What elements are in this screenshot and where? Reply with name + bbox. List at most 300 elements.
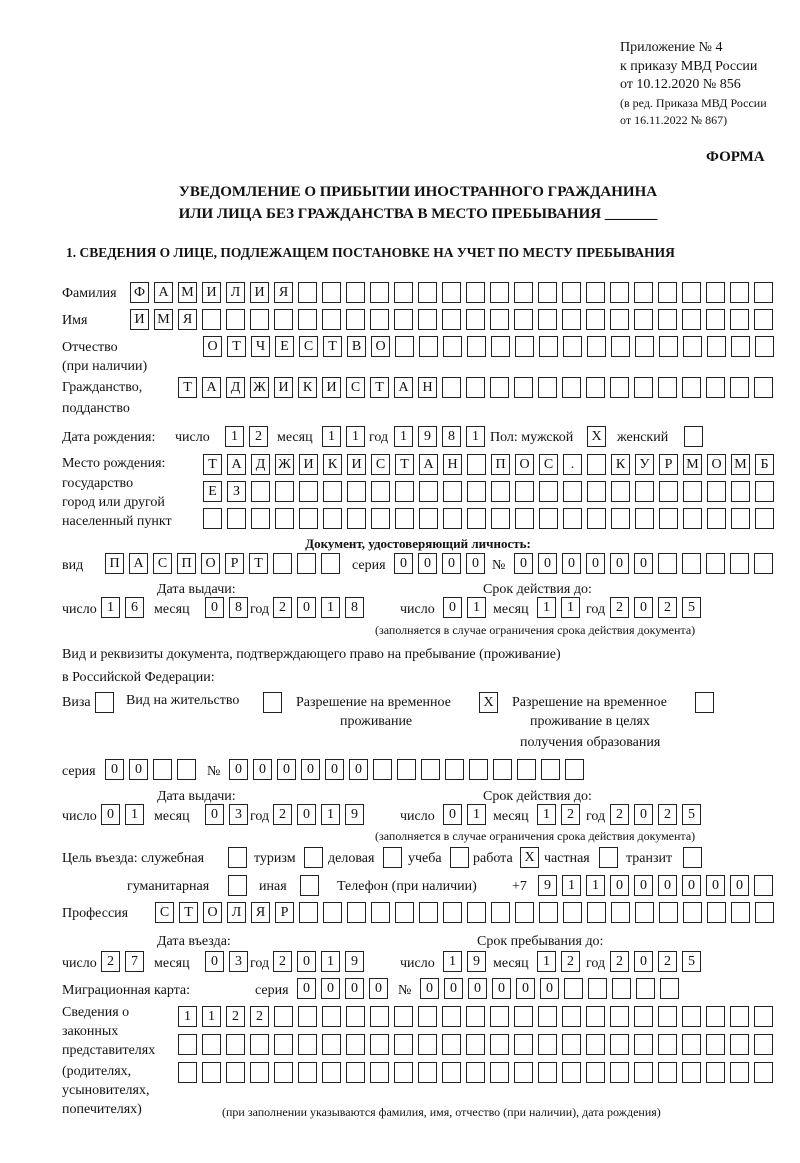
char-box[interactable] bbox=[419, 481, 438, 502]
char-box[interactable]: 1 bbox=[586, 875, 605, 896]
entry-day-field[interactable] bbox=[101, 951, 144, 972]
char-box[interactable] bbox=[395, 902, 414, 923]
char-box[interactable]: Н bbox=[443, 454, 462, 475]
char-box[interactable]: 0 bbox=[634, 875, 653, 896]
char-box[interactable] bbox=[274, 1034, 293, 1055]
char-box[interactable]: 1 bbox=[125, 804, 144, 825]
char-box[interactable]: 0 bbox=[730, 875, 749, 896]
char-box[interactable] bbox=[445, 759, 464, 780]
char-box[interactable] bbox=[515, 336, 534, 357]
entry-year-field[interactable] bbox=[273, 951, 364, 972]
char-box[interactable] bbox=[635, 336, 654, 357]
char-box[interactable] bbox=[442, 1034, 461, 1055]
char-box[interactable] bbox=[395, 336, 414, 357]
char-box[interactable] bbox=[683, 902, 702, 923]
char-box[interactable]: 2 bbox=[226, 1006, 245, 1027]
char-box[interactable] bbox=[322, 282, 341, 303]
female-checkbox[interactable] bbox=[684, 426, 703, 447]
char-box[interactable] bbox=[562, 1062, 581, 1083]
char-box[interactable] bbox=[373, 759, 392, 780]
char-box[interactable] bbox=[731, 481, 750, 502]
char-box[interactable] bbox=[466, 309, 485, 330]
char-box[interactable] bbox=[611, 481, 630, 502]
name-field[interactable] bbox=[130, 309, 773, 330]
char-box[interactable] bbox=[466, 1034, 485, 1055]
char-box[interactable] bbox=[394, 309, 413, 330]
char-box[interactable] bbox=[202, 309, 221, 330]
char-box[interactable]: 0 bbox=[101, 804, 120, 825]
char-box[interactable] bbox=[370, 1034, 389, 1055]
surname-field[interactable] bbox=[130, 282, 773, 303]
doc-number-field[interactable] bbox=[514, 553, 773, 574]
char-box[interactable]: 1 bbox=[346, 426, 365, 447]
char-box[interactable] bbox=[203, 508, 222, 529]
char-box[interactable]: 1 bbox=[537, 951, 556, 972]
char-box[interactable]: 2 bbox=[561, 804, 580, 825]
char-box[interactable] bbox=[539, 508, 558, 529]
char-box[interactable]: О bbox=[203, 336, 222, 357]
char-box[interactable]: 1 bbox=[202, 1006, 221, 1027]
char-box[interactable] bbox=[493, 759, 512, 780]
char-box[interactable]: 1 bbox=[178, 1006, 197, 1027]
char-box[interactable]: 5 bbox=[682, 597, 701, 618]
char-box[interactable]: 0 bbox=[105, 759, 124, 780]
char-box[interactable]: И bbox=[274, 377, 293, 398]
char-box[interactable]: Р bbox=[659, 454, 678, 475]
char-box[interactable]: С bbox=[371, 454, 390, 475]
char-box[interactable]: 0 bbox=[586, 553, 605, 574]
char-box[interactable] bbox=[322, 1006, 341, 1027]
purpose-business-checkbox[interactable] bbox=[383, 847, 402, 868]
char-box[interactable]: П bbox=[177, 553, 196, 574]
char-box[interactable]: 2 bbox=[658, 597, 677, 618]
char-box[interactable] bbox=[610, 1006, 629, 1027]
char-box[interactable] bbox=[273, 553, 292, 574]
char-box[interactable] bbox=[250, 1034, 269, 1055]
char-box[interactable] bbox=[635, 902, 654, 923]
char-box[interactable]: 0 bbox=[514, 553, 533, 574]
char-box[interactable]: 0 bbox=[634, 597, 653, 618]
char-box[interactable]: 0 bbox=[229, 759, 248, 780]
valid-day-field[interactable] bbox=[443, 597, 486, 618]
char-box[interactable] bbox=[346, 309, 365, 330]
char-box[interactable] bbox=[298, 282, 317, 303]
char-box[interactable]: А bbox=[129, 553, 148, 574]
char-box[interactable]: 9 bbox=[345, 804, 364, 825]
char-box[interactable] bbox=[321, 553, 340, 574]
residence-permit-checkbox[interactable] bbox=[263, 692, 282, 713]
char-box[interactable] bbox=[202, 1062, 221, 1083]
char-box[interactable] bbox=[370, 309, 389, 330]
char-box[interactable] bbox=[658, 1062, 677, 1083]
char-box[interactable] bbox=[754, 1034, 773, 1055]
char-box[interactable] bbox=[298, 1062, 317, 1083]
char-box[interactable] bbox=[419, 508, 438, 529]
char-box[interactable] bbox=[562, 1034, 581, 1055]
purpose-transit-checkbox[interactable] bbox=[683, 847, 702, 868]
char-box[interactable] bbox=[658, 377, 677, 398]
char-box[interactable]: 0 bbox=[297, 978, 316, 999]
char-box[interactable] bbox=[563, 336, 582, 357]
char-box[interactable]: Б bbox=[755, 454, 774, 475]
char-box[interactable]: 2 bbox=[658, 951, 677, 972]
char-box[interactable] bbox=[418, 309, 437, 330]
temp-residence-checkbox[interactable]: X bbox=[479, 692, 498, 713]
char-box[interactable] bbox=[418, 1062, 437, 1083]
valid-year-field[interactable] bbox=[610, 597, 701, 618]
char-box[interactable]: Д bbox=[226, 377, 245, 398]
char-box[interactable] bbox=[443, 336, 462, 357]
char-box[interactable] bbox=[730, 553, 749, 574]
char-box[interactable] bbox=[731, 336, 750, 357]
char-box[interactable] bbox=[562, 1006, 581, 1027]
char-box[interactable] bbox=[226, 1062, 245, 1083]
char-box[interactable] bbox=[706, 377, 725, 398]
char-box[interactable] bbox=[612, 978, 631, 999]
char-box[interactable] bbox=[491, 336, 510, 357]
char-box[interactable]: 1 bbox=[537, 597, 556, 618]
char-box[interactable] bbox=[370, 282, 389, 303]
char-box[interactable] bbox=[754, 282, 773, 303]
char-box[interactable]: 0 bbox=[205, 804, 224, 825]
char-box[interactable] bbox=[418, 1006, 437, 1027]
char-box[interactable]: 8 bbox=[229, 597, 248, 618]
char-box[interactable]: 2 bbox=[610, 804, 629, 825]
char-box[interactable]: 0 bbox=[297, 597, 316, 618]
char-box[interactable] bbox=[754, 553, 773, 574]
char-box[interactable]: 1 bbox=[443, 951, 462, 972]
char-box[interactable]: Ф bbox=[130, 282, 149, 303]
char-box[interactable]: Ж bbox=[250, 377, 269, 398]
char-box[interactable]: 0 bbox=[369, 978, 388, 999]
char-box[interactable]: 0 bbox=[466, 553, 485, 574]
char-box[interactable]: 2 bbox=[101, 951, 120, 972]
char-box[interactable]: 2 bbox=[273, 804, 292, 825]
char-box[interactable] bbox=[323, 481, 342, 502]
char-box[interactable]: 0 bbox=[538, 553, 557, 574]
char-box[interactable]: 1 bbox=[537, 804, 556, 825]
char-box[interactable]: 0 bbox=[658, 875, 677, 896]
char-box[interactable]: М bbox=[731, 454, 750, 475]
patronymic-field[interactable] bbox=[203, 336, 774, 357]
char-box[interactable] bbox=[610, 282, 629, 303]
char-box[interactable]: П bbox=[105, 553, 124, 574]
char-box[interactable] bbox=[418, 282, 437, 303]
char-box[interactable] bbox=[611, 508, 630, 529]
char-box[interactable] bbox=[274, 309, 293, 330]
char-box[interactable]: 0 bbox=[129, 759, 148, 780]
char-box[interactable] bbox=[659, 336, 678, 357]
profession-field[interactable] bbox=[155, 902, 774, 923]
char-box[interactable] bbox=[730, 377, 749, 398]
char-box[interactable] bbox=[371, 508, 390, 529]
char-box[interactable] bbox=[490, 1034, 509, 1055]
char-box[interactable]: 1 bbox=[561, 597, 580, 618]
char-box[interactable] bbox=[442, 377, 461, 398]
char-box[interactable] bbox=[730, 1062, 749, 1083]
char-box[interactable] bbox=[227, 508, 246, 529]
char-box[interactable]: 2 bbox=[273, 597, 292, 618]
char-box[interactable] bbox=[634, 377, 653, 398]
char-box[interactable] bbox=[587, 481, 606, 502]
char-box[interactable] bbox=[370, 1006, 389, 1027]
char-box[interactable]: И bbox=[299, 454, 318, 475]
char-box[interactable] bbox=[443, 902, 462, 923]
char-box[interactable]: 1 bbox=[322, 426, 341, 447]
pob-field-line2[interactable] bbox=[203, 481, 774, 502]
char-box[interactable]: 1 bbox=[562, 875, 581, 896]
char-box[interactable] bbox=[298, 1034, 317, 1055]
char-box[interactable] bbox=[754, 309, 773, 330]
char-box[interactable]: 0 bbox=[205, 597, 224, 618]
char-box[interactable] bbox=[226, 1034, 245, 1055]
char-box[interactable]: 0 bbox=[492, 978, 511, 999]
char-box[interactable] bbox=[515, 481, 534, 502]
purpose-tourism-checkbox[interactable] bbox=[304, 847, 323, 868]
char-box[interactable] bbox=[515, 508, 534, 529]
char-box[interactable]: З bbox=[227, 481, 246, 502]
char-box[interactable] bbox=[466, 377, 485, 398]
char-box[interactable] bbox=[706, 553, 725, 574]
char-box[interactable]: 5 bbox=[682, 951, 701, 972]
char-box[interactable] bbox=[706, 1034, 725, 1055]
char-box[interactable] bbox=[467, 902, 486, 923]
char-box[interactable]: Л bbox=[227, 902, 246, 923]
representatives-field-line1[interactable] bbox=[178, 1006, 773, 1027]
char-box[interactable] bbox=[658, 1006, 677, 1027]
char-box[interactable] bbox=[347, 481, 366, 502]
char-box[interactable]: М bbox=[178, 282, 197, 303]
mc-number-field[interactable] bbox=[420, 978, 679, 999]
char-box[interactable]: 5 bbox=[682, 804, 701, 825]
char-box[interactable]: 0 bbox=[297, 951, 316, 972]
char-box[interactable]: Ч bbox=[251, 336, 270, 357]
char-box[interactable]: С bbox=[346, 377, 365, 398]
char-box[interactable] bbox=[755, 481, 774, 502]
char-box[interactable]: 0 bbox=[682, 875, 701, 896]
char-box[interactable] bbox=[346, 1006, 365, 1027]
char-box[interactable]: 6 bbox=[125, 597, 144, 618]
mc-series-field[interactable] bbox=[297, 978, 388, 999]
dob-day-field[interactable] bbox=[225, 426, 268, 447]
char-box[interactable] bbox=[539, 902, 558, 923]
char-box[interactable] bbox=[394, 282, 413, 303]
char-box[interactable] bbox=[177, 759, 196, 780]
char-box[interactable]: 0 bbox=[301, 759, 320, 780]
char-box[interactable] bbox=[250, 1062, 269, 1083]
char-box[interactable] bbox=[683, 481, 702, 502]
char-box[interactable] bbox=[178, 1034, 197, 1055]
char-box[interactable]: А bbox=[202, 377, 221, 398]
char-box[interactable] bbox=[226, 309, 245, 330]
char-box[interactable]: 8 bbox=[345, 597, 364, 618]
char-box[interactable] bbox=[658, 309, 677, 330]
char-box[interactable] bbox=[467, 508, 486, 529]
char-box[interactable] bbox=[755, 508, 774, 529]
char-box[interactable] bbox=[682, 309, 701, 330]
representatives-field-line3[interactable] bbox=[178, 1062, 773, 1083]
male-checkbox[interactable]: X bbox=[587, 426, 606, 447]
char-box[interactable]: 0 bbox=[394, 553, 413, 574]
char-box[interactable]: И bbox=[130, 309, 149, 330]
char-box[interactable] bbox=[421, 759, 440, 780]
char-box[interactable] bbox=[395, 481, 414, 502]
issue-day-field[interactable] bbox=[101, 597, 144, 618]
stay-issue-year-field[interactable] bbox=[273, 804, 364, 825]
char-box[interactable] bbox=[755, 902, 774, 923]
char-box[interactable] bbox=[298, 1006, 317, 1027]
char-box[interactable] bbox=[754, 377, 773, 398]
stay-series-field[interactable] bbox=[105, 759, 196, 780]
char-box[interactable] bbox=[539, 481, 558, 502]
char-box[interactable]: Д bbox=[251, 454, 270, 475]
char-box[interactable] bbox=[275, 508, 294, 529]
char-box[interactable]: 0 bbox=[634, 804, 653, 825]
char-box[interactable] bbox=[587, 336, 606, 357]
char-box[interactable] bbox=[611, 902, 630, 923]
char-box[interactable] bbox=[636, 978, 655, 999]
char-box[interactable]: 0 bbox=[516, 978, 535, 999]
char-box[interactable] bbox=[491, 902, 510, 923]
char-box[interactable] bbox=[610, 377, 629, 398]
visa-checkbox[interactable] bbox=[95, 692, 114, 713]
dob-year-field[interactable] bbox=[394, 426, 485, 447]
char-box[interactable] bbox=[707, 336, 726, 357]
char-box[interactable] bbox=[635, 481, 654, 502]
char-box[interactable]: 0 bbox=[540, 978, 559, 999]
char-box[interactable] bbox=[490, 377, 509, 398]
char-box[interactable]: 2 bbox=[561, 951, 580, 972]
char-box[interactable] bbox=[562, 377, 581, 398]
char-box[interactable]: Р bbox=[275, 902, 294, 923]
char-box[interactable] bbox=[346, 1034, 365, 1055]
char-box[interactable]: 0 bbox=[253, 759, 272, 780]
char-box[interactable]: С bbox=[153, 553, 172, 574]
char-box[interactable] bbox=[634, 309, 653, 330]
char-box[interactable]: 2 bbox=[250, 1006, 269, 1027]
purpose-service-checkbox[interactable] bbox=[228, 847, 247, 868]
char-box[interactable] bbox=[707, 902, 726, 923]
stay-issue-month-field[interactable] bbox=[205, 804, 248, 825]
char-box[interactable] bbox=[706, 309, 725, 330]
char-box[interactable]: И bbox=[250, 282, 269, 303]
char-box[interactable] bbox=[682, 1034, 701, 1055]
char-box[interactable] bbox=[538, 377, 557, 398]
char-box[interactable]: Я bbox=[178, 309, 197, 330]
char-box[interactable]: 7 bbox=[125, 951, 144, 972]
char-box[interactable] bbox=[491, 481, 510, 502]
char-box[interactable]: Н bbox=[418, 377, 437, 398]
char-box[interactable] bbox=[442, 309, 461, 330]
char-box[interactable]: 1 bbox=[466, 426, 485, 447]
char-box[interactable]: 0 bbox=[420, 978, 439, 999]
char-box[interactable] bbox=[490, 1062, 509, 1083]
char-box[interactable]: Т bbox=[227, 336, 246, 357]
char-box[interactable] bbox=[683, 508, 702, 529]
char-box[interactable] bbox=[466, 1006, 485, 1027]
doc-type-field[interactable] bbox=[105, 553, 340, 574]
char-box[interactable] bbox=[299, 481, 318, 502]
char-box[interactable] bbox=[347, 902, 366, 923]
issue-month-field[interactable] bbox=[205, 597, 248, 618]
char-box[interactable]: 0 bbox=[345, 978, 364, 999]
char-box[interactable] bbox=[610, 1062, 629, 1083]
char-box[interactable]: Т bbox=[203, 454, 222, 475]
char-box[interactable] bbox=[371, 481, 390, 502]
char-box[interactable]: М bbox=[683, 454, 702, 475]
char-box[interactable] bbox=[514, 282, 533, 303]
char-box[interactable]: 3 bbox=[229, 804, 248, 825]
char-box[interactable]: Я bbox=[274, 282, 293, 303]
char-box[interactable]: Т bbox=[249, 553, 268, 574]
char-box[interactable]: 0 bbox=[442, 553, 461, 574]
char-box[interactable]: 0 bbox=[321, 978, 340, 999]
char-box[interactable] bbox=[682, 377, 701, 398]
char-box[interactable] bbox=[730, 1034, 749, 1055]
char-box[interactable] bbox=[467, 336, 486, 357]
char-box[interactable] bbox=[565, 759, 584, 780]
char-box[interactable] bbox=[397, 759, 416, 780]
char-box[interactable]: 2 bbox=[273, 951, 292, 972]
char-box[interactable] bbox=[202, 1034, 221, 1055]
char-box[interactable] bbox=[250, 309, 269, 330]
char-box[interactable]: О bbox=[371, 336, 390, 357]
char-box[interactable]: О bbox=[515, 454, 534, 475]
entry-month-field[interactable] bbox=[205, 951, 248, 972]
char-box[interactable] bbox=[539, 336, 558, 357]
char-box[interactable] bbox=[394, 1034, 413, 1055]
char-box[interactable]: О bbox=[707, 454, 726, 475]
char-box[interactable]: 0 bbox=[610, 875, 629, 896]
char-box[interactable]: 1 bbox=[321, 804, 340, 825]
char-box[interactable]: 0 bbox=[610, 553, 629, 574]
char-box[interactable]: П bbox=[491, 454, 510, 475]
char-box[interactable] bbox=[469, 759, 488, 780]
char-box[interactable] bbox=[395, 508, 414, 529]
char-box[interactable] bbox=[323, 508, 342, 529]
char-box[interactable]: О bbox=[201, 553, 220, 574]
char-box[interactable] bbox=[587, 902, 606, 923]
char-box[interactable] bbox=[755, 336, 774, 357]
char-box[interactable] bbox=[541, 759, 560, 780]
char-box[interactable] bbox=[610, 309, 629, 330]
char-box[interactable]: 9 bbox=[345, 951, 364, 972]
char-box[interactable]: Т bbox=[323, 336, 342, 357]
char-box[interactable] bbox=[682, 1062, 701, 1083]
char-box[interactable]: 0 bbox=[634, 951, 653, 972]
char-box[interactable] bbox=[299, 902, 318, 923]
char-box[interactable]: Ж bbox=[275, 454, 294, 475]
char-box[interactable]: Е bbox=[203, 481, 222, 502]
char-box[interactable] bbox=[322, 1062, 341, 1083]
stay-valid-month-field[interactable] bbox=[537, 804, 580, 825]
char-box[interactable] bbox=[515, 902, 534, 923]
char-box[interactable]: 0 bbox=[468, 978, 487, 999]
char-box[interactable]: 0 bbox=[444, 978, 463, 999]
char-box[interactable] bbox=[514, 1006, 533, 1027]
char-box[interactable]: 2 bbox=[658, 804, 677, 825]
char-box[interactable]: 9 bbox=[538, 875, 557, 896]
char-box[interactable]: Т bbox=[178, 377, 197, 398]
char-box[interactable]: 1 bbox=[394, 426, 413, 447]
char-box[interactable] bbox=[682, 1006, 701, 1027]
char-box[interactable] bbox=[538, 1006, 557, 1027]
char-box[interactable] bbox=[563, 481, 582, 502]
char-box[interactable]: 0 bbox=[205, 951, 224, 972]
char-box[interactable] bbox=[658, 282, 677, 303]
char-box[interactable] bbox=[346, 1062, 365, 1083]
char-box[interactable] bbox=[322, 1034, 341, 1055]
